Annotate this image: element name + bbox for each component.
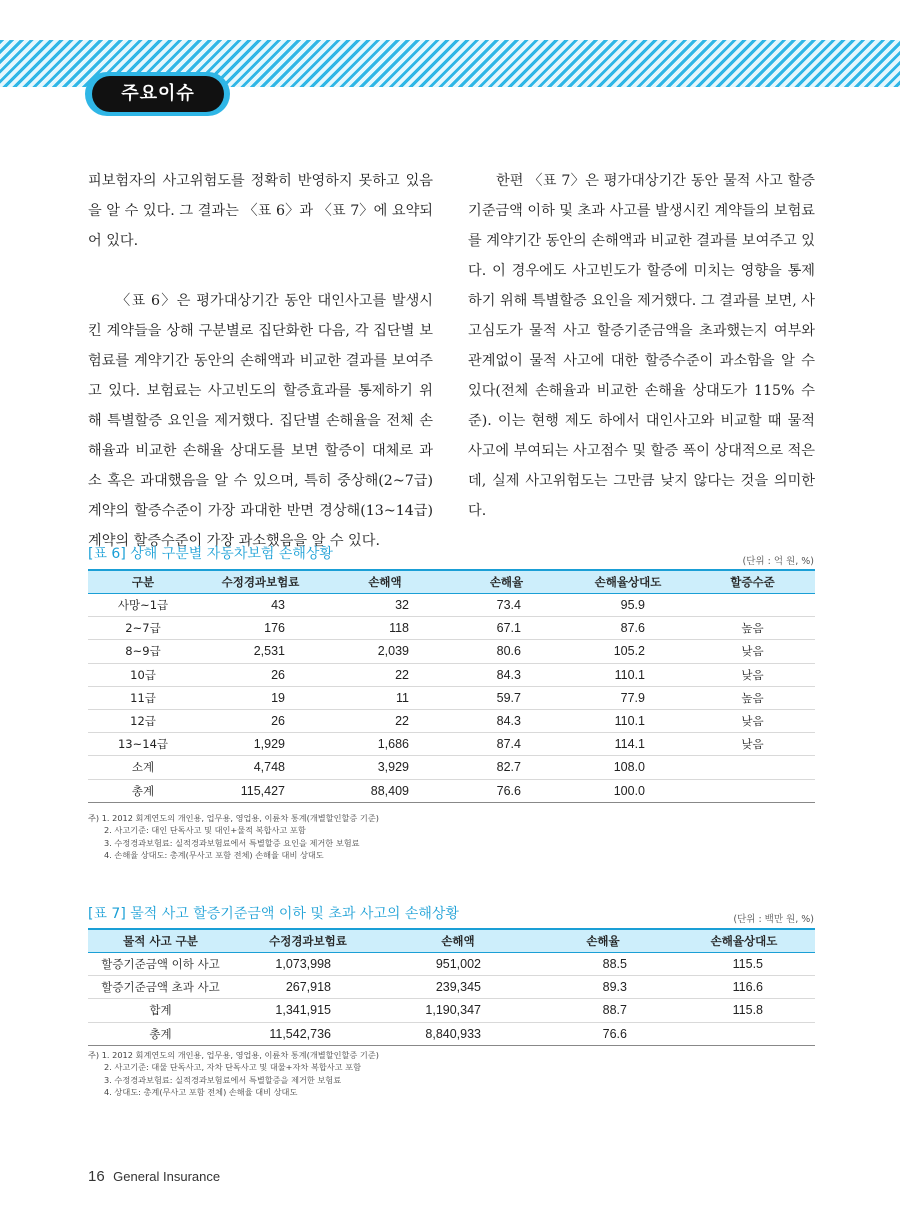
table6-cell: 낮음: [690, 663, 815, 686]
table6-cell: 88,409: [323, 779, 447, 802]
table7-title: [표 7] 물적 사고 할증기준금액 이하 및 초과 사고의 손해상황: [88, 906, 459, 922]
table6-note: 4. 손해율 상대도: 총계(무사고 포함 전체) 손해율 대비 상대도: [104, 850, 324, 861]
table6-cell: 100.0: [566, 779, 690, 802]
table6-cell: 26: [198, 663, 323, 686]
table7-body: [88, 953, 815, 1046]
table6-cell: 110.1: [566, 663, 690, 686]
table6-cell: 84.3: [447, 663, 566, 686]
table6-cell: [690, 779, 815, 802]
body-left-column: [88, 166, 433, 556]
table6-row: [88, 779, 815, 802]
table6-cell: 115,427: [198, 779, 323, 802]
table6-cell: 높음: [690, 617, 815, 640]
table6-header-cell: 손해율상대도: [566, 570, 690, 594]
table6-cell: 43: [198, 594, 323, 617]
table6-row: [88, 663, 815, 686]
table6-header-row: [88, 570, 815, 594]
table7-cell: 88.7: [533, 999, 673, 1022]
table7-row: [88, 1022, 815, 1045]
table6-cell: 176: [198, 617, 323, 640]
table7-row: [88, 953, 815, 976]
table6-cell: 84.3: [447, 709, 566, 732]
publication-name: General Insurance: [113, 1169, 221, 1184]
table6-header-cell: 구분: [88, 570, 198, 594]
table7-notes: [88, 1049, 379, 1099]
table6-row: [88, 709, 815, 732]
table6-cell: 낮음: [690, 709, 815, 732]
table7-header-cell: 손해액: [383, 929, 533, 953]
table7-cell: 할증기준금액 초과 사고: [88, 976, 233, 999]
table6-cell: 10급: [88, 663, 198, 686]
table7-row: [88, 999, 815, 1022]
table6-body: [88, 594, 815, 803]
table6-title: [표 6] 상해 구분별 자동차보험 손해상황: [88, 546, 333, 562]
table6-cell: 1,929: [198, 733, 323, 756]
table6-cell: 118: [323, 617, 447, 640]
table6-cell: 32: [323, 594, 447, 617]
table6-cell: 22: [323, 709, 447, 732]
table6-cell: 1,686: [323, 733, 447, 756]
table7-cell: 8,840,933: [383, 1022, 533, 1045]
table6-row: [88, 733, 815, 756]
table7-cell: 1,341,915: [233, 999, 383, 1022]
body-right-column: [468, 166, 815, 526]
page-number: 16: [88, 1168, 105, 1185]
table7-header-row: [88, 929, 815, 953]
table6-cell: 19: [198, 686, 323, 709]
table6-note: 3. 수정경과보험료: 실적경과보험료에서 특별할증 요인을 제거한 보험료: [104, 837, 360, 848]
table6-cell: 80.6: [447, 640, 566, 663]
table6-row: [88, 686, 815, 709]
table7-cell: 239,345: [383, 976, 533, 999]
table6-cell: 114.1: [566, 733, 690, 756]
table7-cell: 115.8: [673, 999, 815, 1022]
table6-cell: 110.1: [566, 709, 690, 732]
table6-cell: 2,531: [198, 640, 323, 663]
table7-cell: 267,918: [233, 976, 383, 999]
body-right-paragraph-1: 한편 〈표 7〉은 평가대상기간 동안 물적 사고 할증기준금액 이하 및 초과 사고를 발생시킨 계약들의 보험료를 계약기간 동안의 손해액과 비교한 결과를 보여주고 있다. 이 경우에도 사고빈도가 할증에 미치는 영향을 통제하기 위해 특별할증 요인을 제거했다. 그 결과를 보면, 사고심도가 물적 사고 할증기준금액을 초과했는지 여부와 관계없이 물적 사고에 대한 할증수준이 과소함을 알 수 있다(전체 손해율과 비교한 손해율 상대도가 115% 수준). 이는 현행 제도 하에서 대인사고와 비교할 때 물적 사고에 부여되는 사고점수 및 할증 폭이 상대적으로 적은데, 실제 사고위험도는 그만큼 낮지 않다는 것을 의미한다.: [468, 173, 815, 519]
table7-cell: 115.5: [673, 953, 815, 976]
table6-cell: 108.0: [566, 756, 690, 779]
table7-cell: 88.5: [533, 953, 673, 976]
table7-cell: 합계: [88, 999, 233, 1022]
table6-notes: [88, 812, 379, 862]
table6-note: 주) 1. 2012 회계연도의 개인용, 업무용, 영업용, 이륜차 통계(개별할인할증 기준): [88, 813, 379, 823]
table6-cell: 높음: [690, 686, 815, 709]
table7-header-cell: 수정경과보험료: [233, 929, 383, 953]
table6-cell: 3,929: [323, 756, 447, 779]
table7-cell: 1,190,347: [383, 999, 533, 1022]
table6-cell: 11급: [88, 686, 198, 709]
table6-cell: 2~7급: [88, 617, 198, 640]
table6-cell: 4,748: [198, 756, 323, 779]
table6-cell: 95.9: [566, 594, 690, 617]
table7-cell: 116.6: [673, 976, 815, 999]
table6-cell: 사망~1급: [88, 594, 198, 617]
table7-row: [88, 976, 815, 999]
table7-unit: (단위 : 백만 원, %): [733, 914, 814, 925]
table6-cell: 87.4: [447, 733, 566, 756]
table7: [88, 928, 815, 1046]
table7-cell: 1,073,998: [233, 953, 383, 976]
body-left-paragraph-2: 〈표 6〉은 평가대상기간 동안 대인사고를 발생시킨 계약들을 상해 구분별로 집단화한 다음, 각 집단별 보험료를 계약기간 동안의 손해액과 비교한 결과를 보여주고 있다. 보험료는 사고빈도의 할증효과를 통제하기 위해 특별할증 요인을 제거했다. 집단별 손해율을 전체 손해율과 비교한 손해율 상대도를 보면 할증이 대체로 과소 혹은 과대했음을 알 수 있으며, 특히 중상해(2~7급) 계약의 할증수준이 가장 과대한 반면 경상해(13~14급) 계약의 할증수준이 가장 과소했음을 알 수 있다.: [88, 293, 433, 549]
table6-header-cell: 손해액: [323, 570, 447, 594]
table6-header-cell: 손해율: [447, 570, 566, 594]
table7-note: 4. 상대도: 총계(무사고 포함 전체) 손해율 대비 상대도: [104, 1087, 298, 1098]
table7-cell: 총계: [88, 1022, 233, 1045]
table6-cell: 13~14급: [88, 733, 198, 756]
table6-unit: (단위 : 억 원, %): [742, 556, 814, 567]
table7-note: 3. 수정경과보험료: 실적경과보험료에서 특별할증을 제거한 보험료: [104, 1074, 342, 1085]
table7-cell: 76.6: [533, 1022, 673, 1045]
body-left-paragraph-1: 피보험자의 사고위험도를 정확히 반영하지 못하고 있음을 알 수 있다. 그 결과는 〈표 6〉과 〈표 7〉에 요약되어 있다.: [88, 173, 433, 249]
table7-note: 주) 1. 2012 회계연도의 개인용, 업무용, 영업용, 이륜차 통계(개별할인할증 기준): [88, 1050, 379, 1060]
table6-note: 2. 사고기준: 대인 단독사고 및 대인+물적 복합사고 포함: [104, 825, 306, 836]
table7-header-cell: 손해율: [533, 929, 673, 953]
table6-cell: [690, 594, 815, 617]
table6-cell: 87.6: [566, 617, 690, 640]
table7-header-cell: 물적 사고 구분: [88, 929, 233, 953]
table6-cell: 총계: [88, 779, 198, 802]
table6-cell: 59.7: [447, 686, 566, 709]
table6-header-cell: 할증수준: [690, 570, 815, 594]
table6-cell: 73.4: [447, 594, 566, 617]
table6-header-cell: 수정경과보험료: [198, 570, 323, 594]
table6-cell: 소계: [88, 756, 198, 779]
table7-cell: 11,542,736: [233, 1022, 383, 1045]
table7-cell: 89.3: [533, 976, 673, 999]
table6-cell: 8~9급: [88, 640, 198, 663]
page-footer: [88, 1168, 220, 1186]
table7-cell: 할증기준금액 이하 사고: [88, 953, 233, 976]
table6-cell: 11: [323, 686, 447, 709]
table7-cell: 951,002: [383, 953, 533, 976]
table6-cell: 22: [323, 663, 447, 686]
table7-note: 2. 사고기준: 대물 단독사고, 자차 단독사고 및 대물+자차 복합사고 포함: [104, 1062, 362, 1073]
table6-cell: 76.6: [447, 779, 566, 802]
table6-cell: [690, 756, 815, 779]
table6-cell: 낮음: [690, 640, 815, 663]
table6-row: [88, 756, 815, 779]
table6-row: [88, 640, 815, 663]
table6-cell: 12급: [88, 709, 198, 732]
table6-row: [88, 594, 815, 617]
table6-cell: 2,039: [323, 640, 447, 663]
table6: [88, 569, 815, 803]
table6-cell: 낮음: [690, 733, 815, 756]
table6-cell: 67.1: [447, 617, 566, 640]
table7-header-cell: 손해율상대도: [673, 929, 815, 953]
table6-cell: 26: [198, 709, 323, 732]
table7-cell: [673, 1022, 815, 1045]
table6-cell: 105.2: [566, 640, 690, 663]
table6-cell: 82.7: [447, 756, 566, 779]
table6-row: [88, 617, 815, 640]
section-label: 주요이슈: [92, 76, 224, 112]
table6-cell: 77.9: [566, 686, 690, 709]
